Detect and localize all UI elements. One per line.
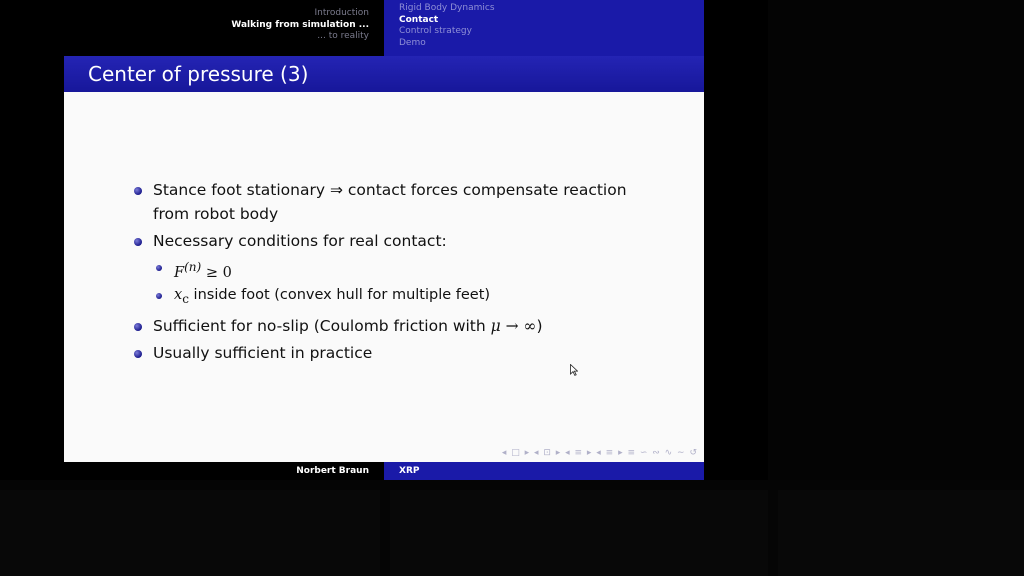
- nav-section-introduction[interactable]: Introduction: [314, 8, 369, 18]
- math-inequality: ≥ 0: [201, 264, 232, 281]
- frame-title-bar: [64, 56, 704, 92]
- bullet-icon: [134, 323, 142, 331]
- bullet-item: [134, 314, 654, 338]
- bullet-item: [134, 229, 654, 253]
- section-navigation: [64, 0, 384, 56]
- bullet-item: [134, 178, 654, 226]
- math-superscript: (n): [184, 260, 202, 274]
- nav-subsection-control-strategy[interactable]: Control strategy: [399, 26, 472, 36]
- bullet-text: Necessary conditions for real contact:: [153, 232, 447, 250]
- bottom-tile-left: [0, 490, 380, 576]
- nav-section-to-reality[interactable]: ... to reality: [317, 31, 369, 41]
- bullet-icon: [134, 187, 142, 195]
- bullet-text: Usually sufficient in practice: [153, 343, 373, 362]
- sub-bullet-item: [155, 284, 654, 310]
- nav-subsection-contact[interactable]: Contact: [399, 14, 439, 25]
- math-variable: x: [174, 286, 183, 303]
- footer-title: XRP: [384, 462, 704, 480]
- sub-bullet-icon: [156, 293, 162, 299]
- bullet-icon: [134, 350, 142, 358]
- frame-title: Center of pressure (3): [88, 62, 309, 86]
- bullet-text: Stance foot stationary ⇒ contact forces compensate reaction from robot body: [153, 181, 627, 223]
- bottom-tile-right: [778, 490, 1024, 576]
- bottom-pane: [0, 480, 1024, 576]
- nav-subsection-rigid-body-dynamics[interactable]: Rigid Body Dynamics: [399, 3, 495, 13]
- bullet-item: [134, 341, 654, 365]
- beamer-navigation-symbols[interactable]: ◂ □ ▸ ◂ ⊡ ▸ ◂ ≡ ▸ ◂ ≡ ▸ ≡ ∽ ∾ ∿ ∼ ↺: [501, 448, 698, 458]
- math-expression: μ → ∞: [490, 316, 537, 335]
- bullet-text-end: ): [536, 316, 543, 335]
- math-variable: F: [174, 264, 185, 281]
- sub-bullet-item: [155, 256, 654, 284]
- bullet-text: Sufficient for no-slip (Coulomb friction with: [153, 316, 491, 335]
- frame-body: [64, 92, 704, 462]
- bullet-icon: [134, 238, 142, 246]
- mouse-cursor-icon: [570, 364, 578, 376]
- nav-section-walking-from-simulation[interactable]: Walking from simulation ...: [231, 19, 369, 30]
- bullet-list: [134, 178, 654, 368]
- nav-subsection-demo[interactable]: Demo: [399, 37, 426, 48]
- bottom-tile-mid: [390, 490, 768, 576]
- footer-author: Norbert Braun: [64, 462, 384, 480]
- subsection-navigation: [384, 0, 704, 56]
- sub-bullet-text: inside foot (convex hull for multiple feet): [188, 286, 491, 303]
- presentation-slide: [64, 0, 704, 480]
- sub-bullet-icon: [156, 265, 162, 271]
- math-subscript: c: [182, 291, 189, 306]
- right-pane: [768, 0, 1024, 480]
